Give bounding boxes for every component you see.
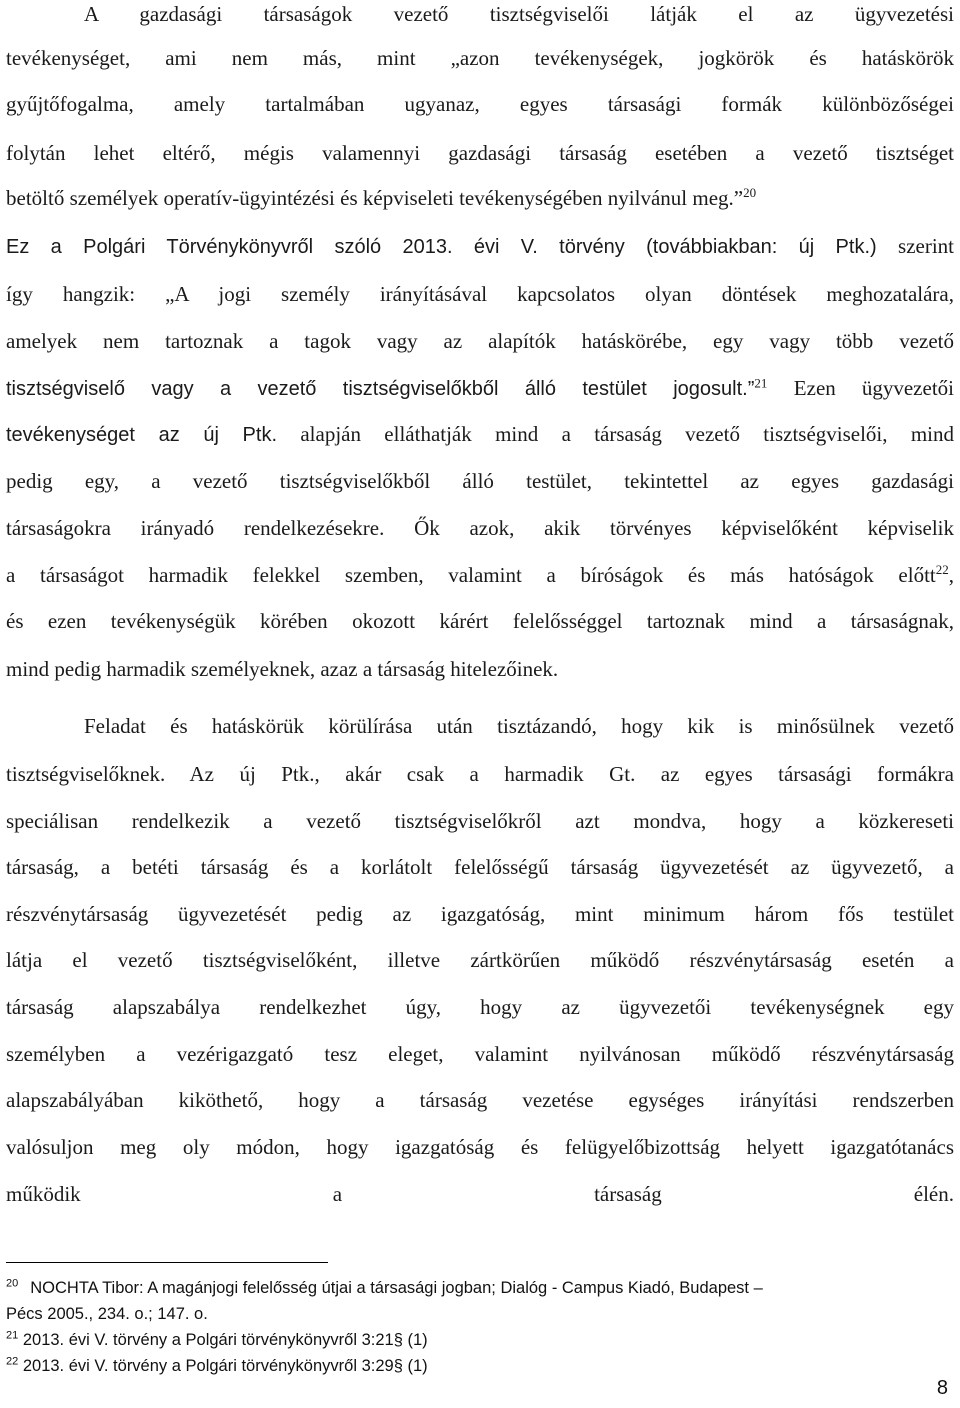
- p2-line-1: Feladat és hatáskörük körülírása után tisztázandó, hogy kik is minősülnek vezető: [84, 714, 954, 738]
- page-number: 8: [936, 1377, 948, 1399]
- footnote-21: [6, 1329, 428, 1351]
- p2-line-8: személyben a vezérigazgató tesz eleget, valamint nyilvánosan működő részvénytársaság: [6, 1042, 954, 1066]
- footnote-22: [6, 1355, 428, 1377]
- p1-line-12: társaságokra irányadó rendelkezésekre. Ők azok, akik törvényes képviselőként képviselik: [6, 516, 954, 540]
- p2-line-11: működik a társaság élén.: [6, 1182, 954, 1206]
- footnote-ref-20[interactable]: 20: [743, 185, 757, 200]
- text: szerint: [898, 234, 954, 258]
- p1-line-5: [6, 184, 954, 212]
- p2-line-2: tisztségviselőknek. Az új Ptk., akár csak a harmadik Gt. az egyes társasági formákra: [6, 762, 954, 786]
- p2-line-3: speciálisan rendelkezik a vezető tisztségviselőkről azt mondva, hogy a közkereseti: [6, 809, 954, 833]
- p1-line-15: mind pedig harmadik személyeknek, azaz a társaság hitelezőinek.: [6, 657, 559, 681]
- p2-line-4: társaság, a betéti társaság és a korlátolt felelősségű társaság ügyvezetését az ügyvezető, a: [6, 855, 954, 879]
- p2-line-10: valósuljon meg oly módon, hogy igazgatóság és felügyelőbizottság helyett igazgatótanács: [6, 1135, 954, 1159]
- p2-line-5: részvénytársaság ügyvezetését pedig az igazgatóság, mint minimum három fős testület: [6, 902, 954, 926]
- text: tisztségviselő vagy a vezető tisztségviselőkből álló testület jogosult.”: [6, 378, 755, 400]
- p1-line-1: A gazdasági társaságok vezető tisztségviselői látják el az ügyvezetési: [84, 2, 954, 26]
- p1-line-8: amelyek nem tartoznak a tagok vagy az alapítók hatáskörébe, egy vagy több vezető: [6, 329, 954, 353]
- footnote-ref-21[interactable]: 21: [754, 375, 768, 391]
- footnote-number: 20: [6, 1277, 19, 1290]
- text: tevékenységet az új Ptk.: [6, 424, 278, 446]
- p1-line-4: folytán lehet eltérő, mégis valamennyi gazdasági társaság esetében a vezető tisztséget: [6, 141, 954, 165]
- p1-line-10: [6, 420, 954, 449]
- text: Ezen ügyvezetői: [793, 376, 954, 400]
- text: Ez a Polgári Törvénykönyvről szóló 2013. évi V. törvény (továbbiakban: új Ptk.): [6, 236, 877, 258]
- footnote-ref-22[interactable]: 22: [935, 562, 949, 577]
- footnote-text: Pécs 2005., 234. o.; 147. o.: [6, 1305, 208, 1323]
- footnote-20: [6, 1277, 763, 1299]
- footnote-separator: [6, 1262, 328, 1263]
- p1-line-13: [6, 561, 954, 589]
- footnote-number: 21: [6, 1329, 19, 1342]
- text: ,: [948, 563, 954, 587]
- p1-line-2: tevékenységet, ami nem más, mint „azon tevékenységek, jogkörök és hatáskörök: [6, 46, 954, 70]
- p2-line-6: látja el vezető tisztségviselőként, illetve zártkörűen működő részvénytársaság esetén a: [6, 948, 954, 972]
- p2-line-9: alapszabályában kiköthető, hogy a társaság vezetése egységes irányítási rendszerben: [6, 1088, 954, 1112]
- text: a társaságot harmadik felekkel szemben, valamint a bíróságok és más hatóságok előtt: [6, 563, 936, 587]
- p2-line-7: társaság alapszabálya rendelkezhet úgy, hogy az ügyvezetői tevékenységnek egy: [6, 995, 954, 1019]
- p1-line-6: [6, 232, 954, 261]
- footnote-text: NOCHTA Tibor: A magánjogi felelősség útjai a társasági jogban; Dialóg - Campus Kiadó, Budapest –: [30, 1279, 763, 1297]
- p1-line-9: [6, 374, 954, 403]
- p1-line-14: és ezen tevékenységük körében okozott kárért felelősséggel tartoznak mind a társaságnak,: [6, 609, 954, 633]
- p1-line-7: így hangzik: „A jogi személy irányításával kapcsolatos olyan döntések meghozatalára,: [6, 282, 954, 306]
- footnote-number: 22: [6, 1355, 19, 1368]
- footnote-text: 2013. évi V. törvény a Polgári törvénykönyvről 3:21§ (1): [22, 1331, 428, 1349]
- footnote-20-cont: [6, 1303, 208, 1325]
- text: betöltő személyek operatív-ügyintézési és képviseleti tevékenységében nyilvánul meg.”: [6, 186, 744, 210]
- p1-line-11: pedig egy, a vezető tisztségviselőkből álló testület, tekintettel az egyes gazdasági: [6, 469, 954, 493]
- p1-line-3: gyűjtőfogalma, amely tartalmában ugyanaz, egyes társasági formák különbözőségei: [6, 92, 954, 116]
- text: alapján elláthatják mind a társaság vezető tisztségviselői, mind: [300, 422, 955, 446]
- footnote-text: 2013. évi V. törvény a Polgári törvénykönyvről 3:29§ (1): [22, 1357, 428, 1375]
